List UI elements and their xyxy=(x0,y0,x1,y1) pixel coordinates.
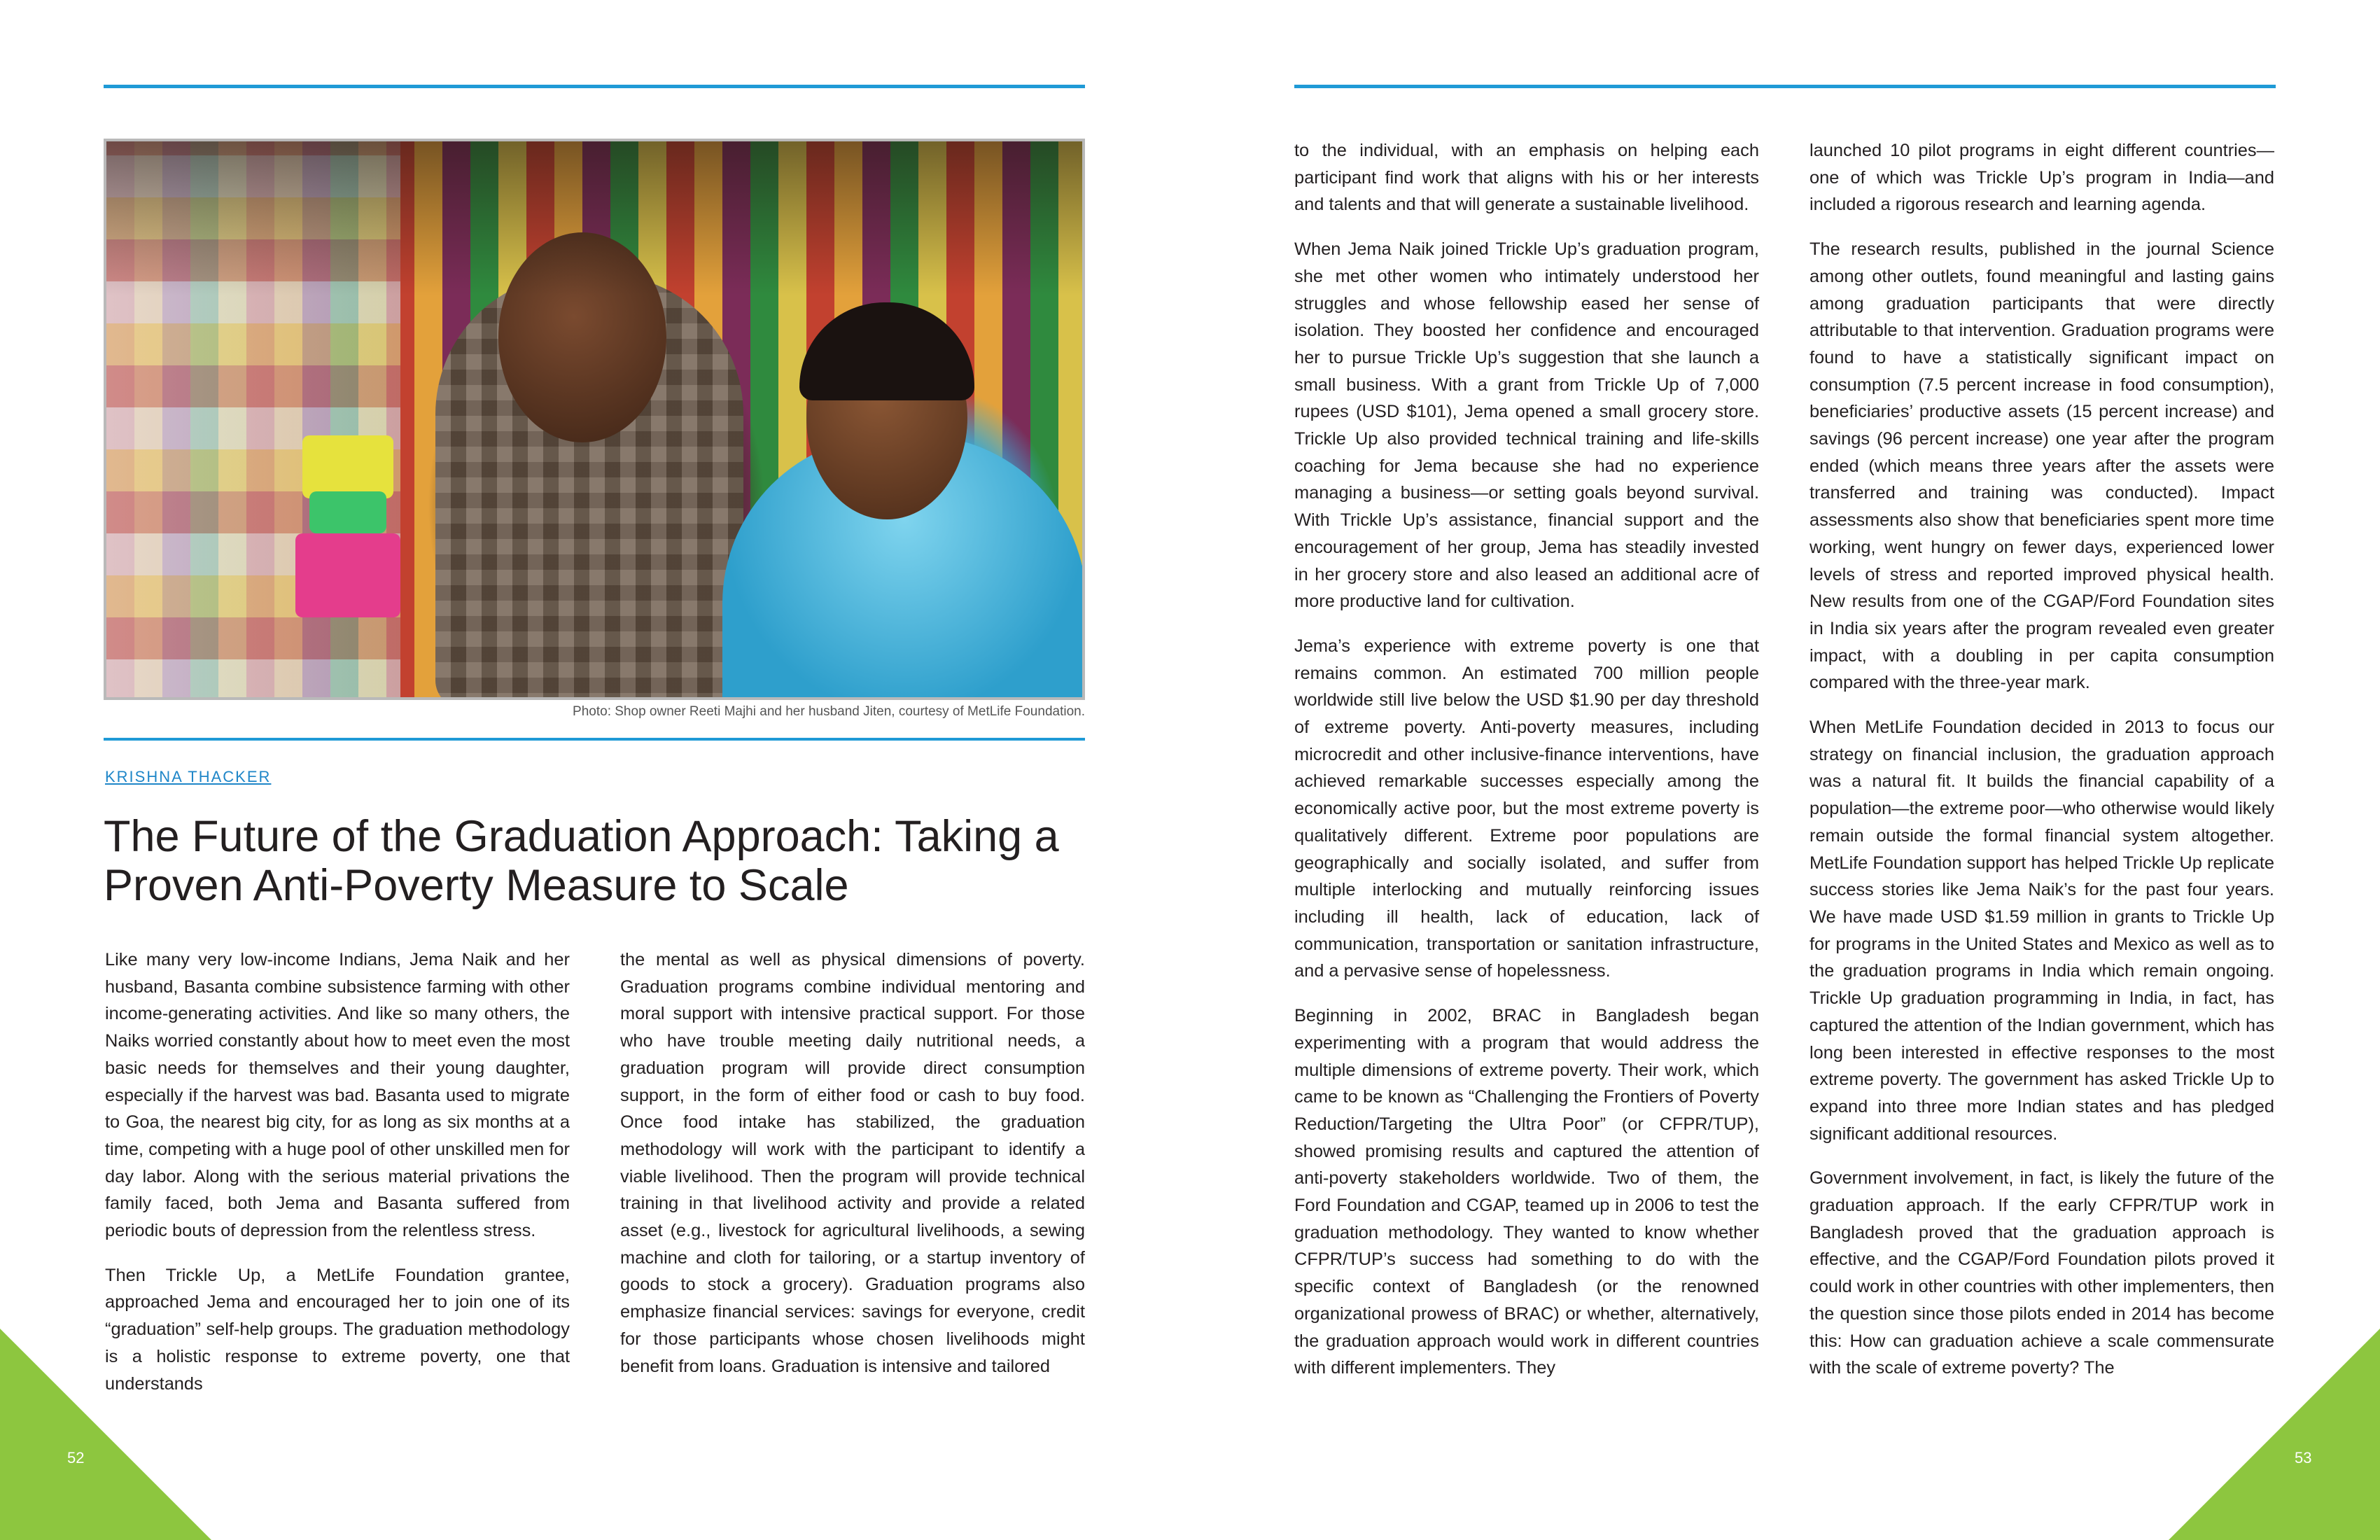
paragraph: Government involvement, in fact, is likely the future of the graduation approach. If the early CFPR/TUP work in Bangladesh proved that the graduation approach is effective, and the CGAP/Ford Foundation pilots proved it could work in other countries with other implementers, then the question since those pilots ended in 2014 has become this: How can graduation achieve a scale commensurate with the scale of extreme poverty? The xyxy=(1809,1168,2274,1378)
woman-hair xyxy=(799,302,974,400)
article-title: The Future of the Graduation Approach: Taking a Proven Anti-Poverty Measure to Scale xyxy=(104,812,1059,910)
caption-rule xyxy=(104,738,1085,741)
photo-caption: Photo: Shop owner Reeti Majhi and her husband Jiten, courtesy of MetLife Foundation. xyxy=(573,704,1085,719)
paragraph: the mental as well as physical dimensions of poverty. Graduation programs combine individual mentoring and moral support with intensive practical support. For those who have trouble meeting daily nutritional needs, a graduation program will provide direct consumption support, in the form of either food or cash to buy food. Once food intake has stabilized, the graduation methodology will work with the participant to identify a viable livelihood. Then the program will provide technical training in that livelihood activity and provide a related asset (e.g., livestock for agricultural livelihoods, a sewing machine and cloth for tailoring, or a startup inventory of goods to stock a grocery). Graduation programs also emphasize financial services: savings for everyone, credit for those participants whose chosen livelihoods might benefit from loans. Graduation is intensive and tailored xyxy=(620,950,1085,1376)
paragraph: When MetLife Foundation decided in 2013 to focus our strategy on financial inclusion, the graduation approach was a natural fit. It builds the financial capability of a population—the extreme poor—who otherwise would likely remain outside the formal financial system altogether. MetLife Foundation support has helped Trickle Up replicate success stories like Jema Naik’s for the past four years. We have made USD $1.59 million in grants to Trickle Up for programs in the United States and Mexico as well as to the graduation programs in India which remain ongoing. Trickle Up graduation programming in India, in fact, has captured the attention of the Indian government, which has long been interested in effective responses to the most extreme poverty. The government has asked Trickle Up to expand into three more Indian states and has pledged significant additional resources. xyxy=(1809,718,2274,1144)
goods-yellow xyxy=(302,435,393,498)
corner-triangle-left xyxy=(0,1329,211,1540)
photo-shade xyxy=(106,141,1082,295)
paragraph: Then Trickle Up, a MetLife Foundation grantee, approached Jema and encouraged her to join one of its “graduation” self-help groups. The graduation methodology is a holistic response to extreme poverty, one that understands xyxy=(105,1265,570,1394)
top-rule-right xyxy=(1294,85,2276,88)
goods-green xyxy=(309,491,386,533)
paragraph: to the individual, with an emphasis on helping each participant find work that aligns with his or her interests and talents and that will generate a sustainable livelihood. xyxy=(1294,141,1759,215)
page-number-left: 52 xyxy=(67,1449,85,1466)
paragraph: launched 10 pilot programs in eight different countries—one of which was Trickle Up’s program in India—and included a rigorous research and learning agenda. xyxy=(1809,141,2274,215)
top-rule-left xyxy=(104,85,1085,88)
paragraph: When Jema Naik joined Trickle Up’s graduation program, she met other women who intimately understood her struggles and whose fellowship eased her sense of isolation. They boosted her confidence and encouraged her to pursue Trickle Up’s suggestion that she launch a small business. With a grant from Trickle Up of 7,000 rupees (USD $101), Jema opened a small grocery store. Trickle Up also provided technical training and life-skills coaching for Jema because she had no experience managing a business—or setting goals beyond survival. With Trickle Up’s assistance, financial support and the encouragement of her group, Jema has steadily invested in her grocery store and also leased an additional acre of more productive land for cultivation. xyxy=(1294,239,1759,612)
paragraph: Like many very low-income Indians, Jema Naik and her husband, Basanta combine subsistence farming with other income-generating activities. And like so many others, the Naiks worried constantly about how to meet even the most basic needs for themselves and their young daughter, especially if the harvest was bad. Basanta used to migrate to Goa, the nearest big city, for as long as six months at a time, competing with a huge pool of other unskilled men for day labor. Along with the serious material privations the family faced, both Jema and Basanta suffered from periodic bouts of depression from the relentless stress. xyxy=(105,950,570,1241)
corner-triangle-right xyxy=(2169,1329,2380,1540)
paragraph: Jema’s experience with extreme poverty is one that remains common. An estimated 700 million people worldwide still live below the USD $1.90 per day threshold of extreme poverty. Anti-poverty measures, including microcredit and other inclusive-finance interventions, have achieved remarkable successes especially among the economically active poor, but the most extreme poverty is qualitatively different. Extreme poor populations are geographically and socially isolated, and suffer from multiple interlocking and mutually reinforcing issues including ill health, lack of education, lack of communication, transportation or sanitation infrastructure, and a pervasive sense of hopelessness. xyxy=(1294,636,1759,981)
text-column-3 xyxy=(1294,137,1759,1399)
text-column-2 xyxy=(620,946,1085,1397)
paragraph: The research results, published in the journal Science among other outlets, found meaningful and lasting gains among graduation participants that were directly attributable to that intervention. Graduation programs were found to have a statistically significant impact on consumption (7.5 percent increase in food consumption), beneficiaries’ productive assets (15 percent increase) and savings (96 percent increase) one year after the program ended (which means three years after the assets were transferred and training was conducted). Impact assessments also show that beneficiaries spent more time working, went hungry on fewer days, experienced lower levels of stress and reported improved physical health. New results from one of the CGAP/Ford Foundation sites in India six years after the program revealed even greater impact, with a doubling in per capita consumption compared with the three-year mark. xyxy=(1809,239,2274,693)
article-photo xyxy=(104,139,1085,700)
author-byline[interactable]: KRISHNA THACKER xyxy=(105,768,272,785)
text-column-4 xyxy=(1809,137,2274,1399)
goods-pink xyxy=(295,533,400,617)
paragraph: Beginning in 2002, BRAC in Bangladesh began experimenting with a program that would address the multiple dimensions of extreme poverty. Their work, which came to be known as “Challenging the Frontiers of Poverty Reduction/Targeting the Ultra Poor” (or CFPR/TUP), showed promising results and captured the attention of anti-poverty stakeholders worldwide. Two of them, the Ford Foundation and CGAP, teamed up in 2006 to test the graduation methodology. They wanted to know whether CFPR/TUP’s success had something to do with the specific context of Bangladesh (or the renowned organizational prowess of BRAC) or whether, alternatively, the graduation approach would work in different countries with different implementers. They xyxy=(1294,1006,1759,1378)
page-number-right: 53 xyxy=(2295,1449,2312,1466)
